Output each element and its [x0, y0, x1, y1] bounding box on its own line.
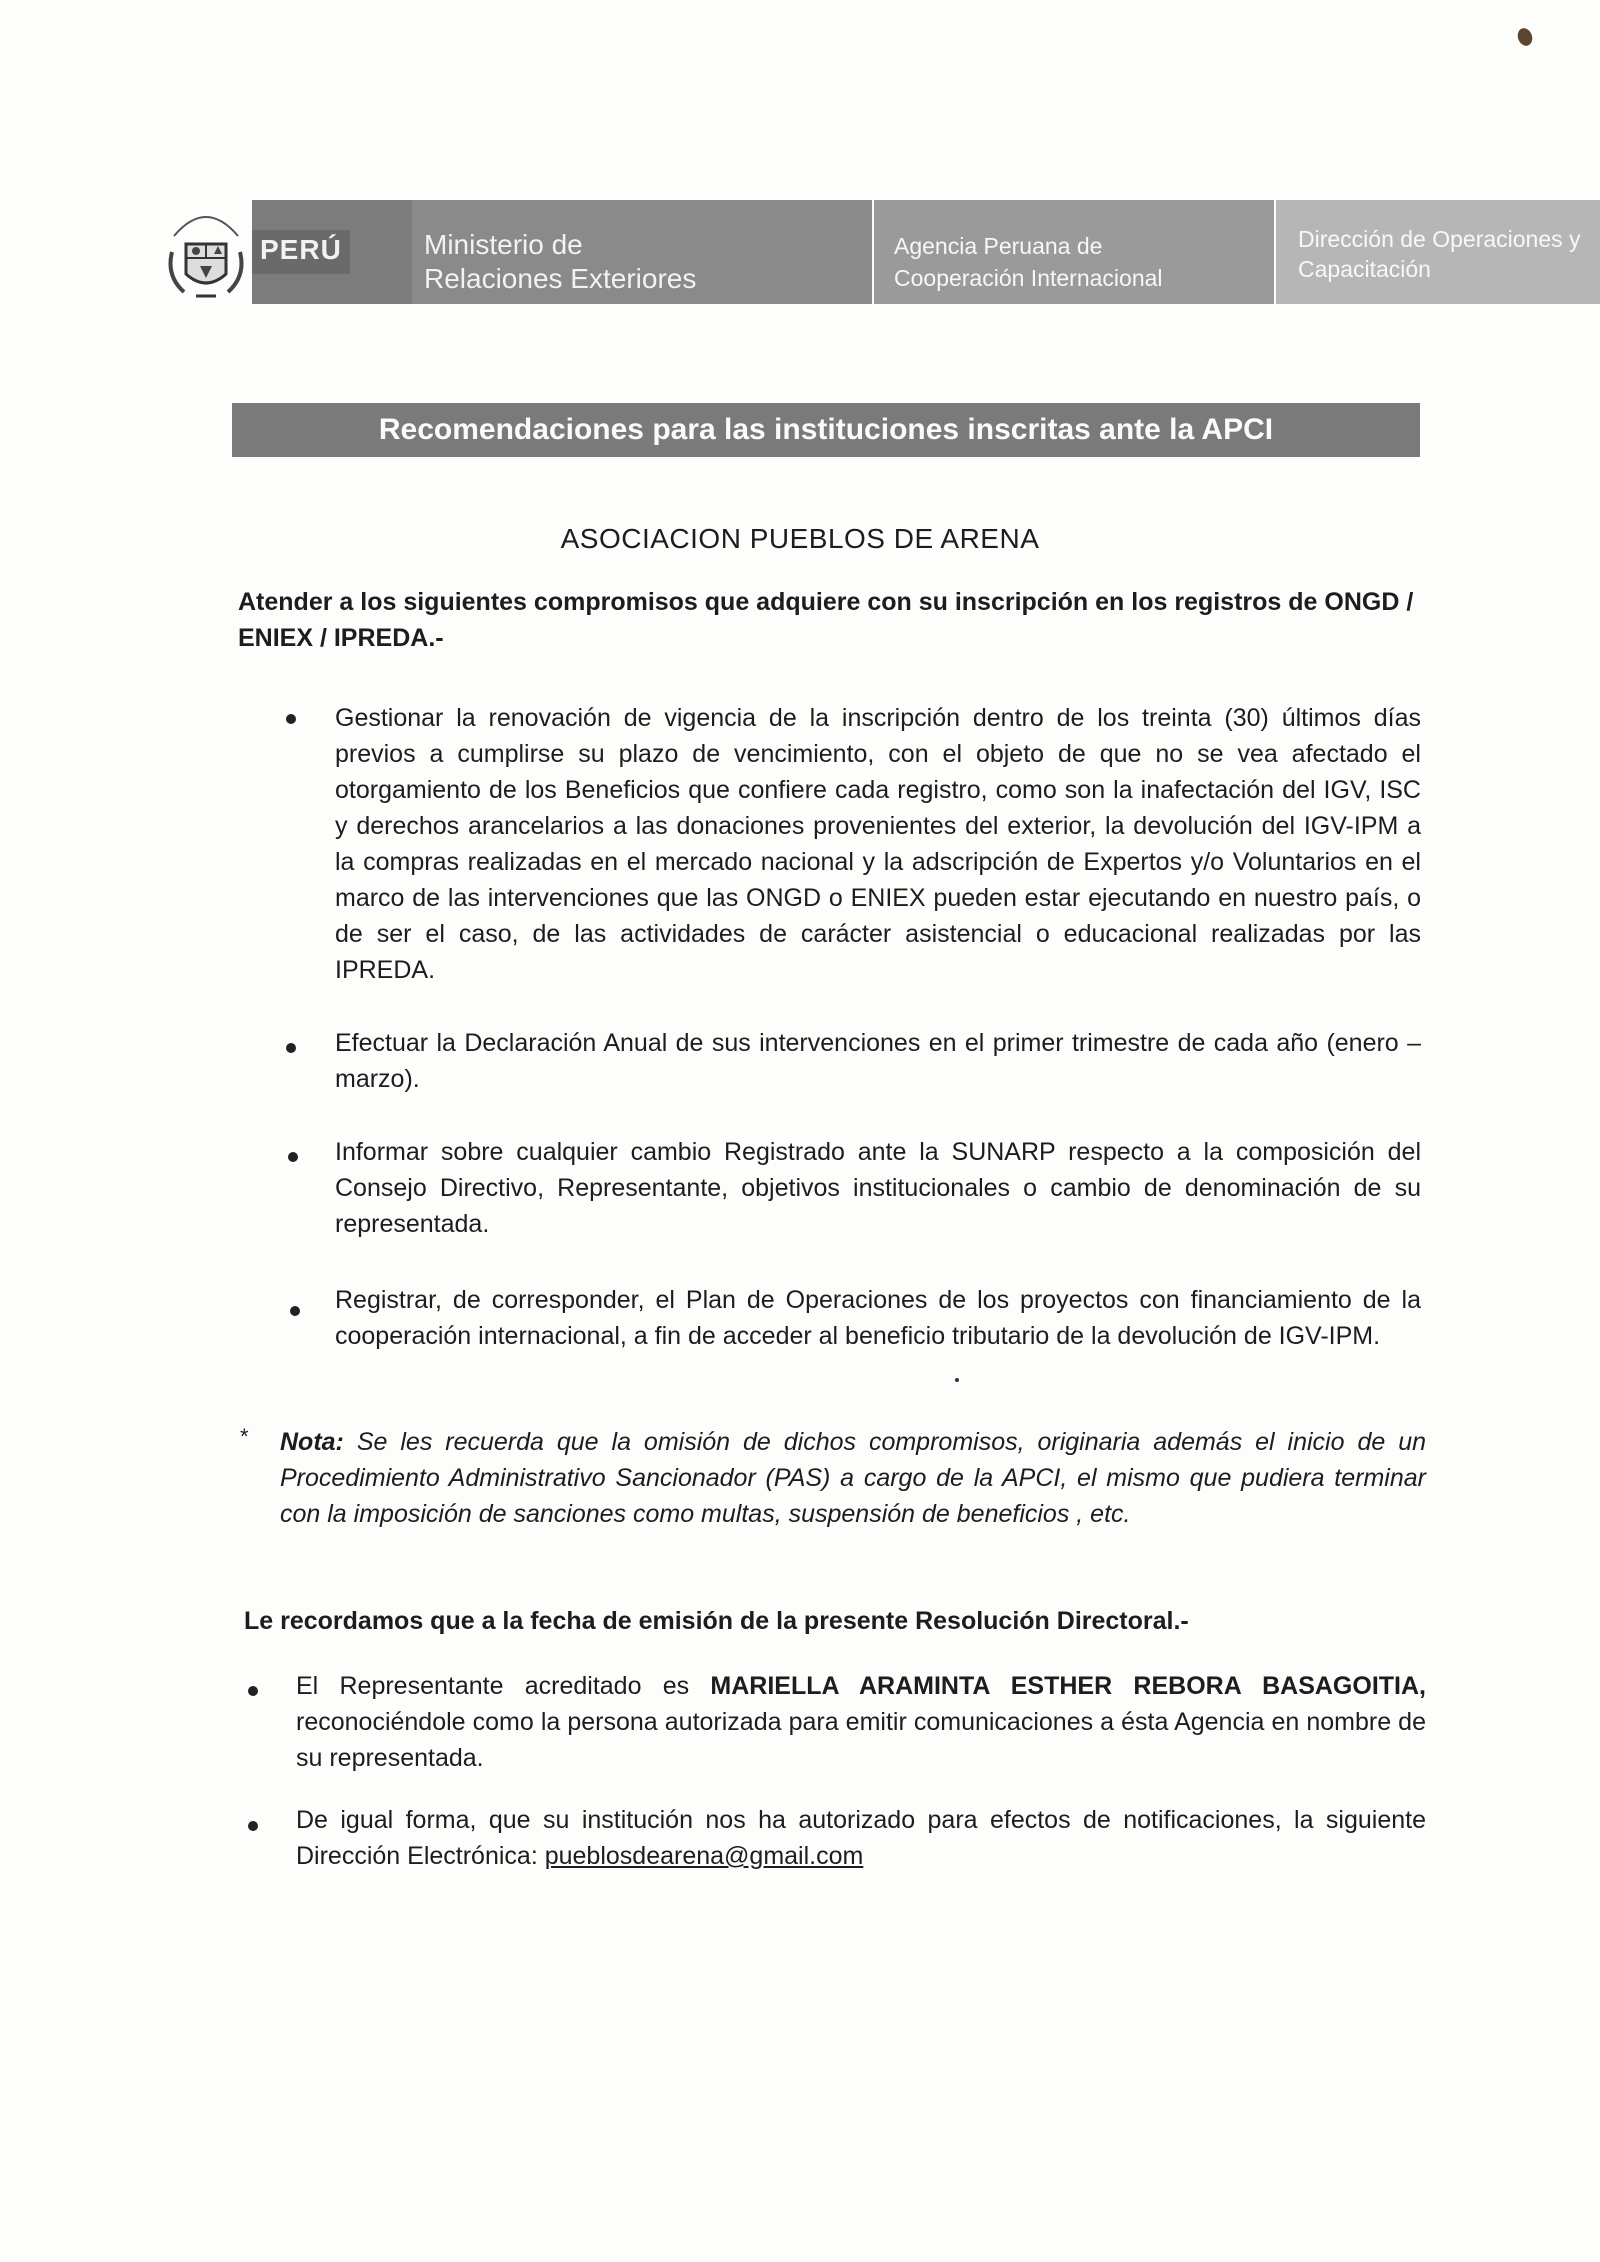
intro-line-2: ENIEX / IPREDA.- [238, 624, 444, 652]
scan-dot [955, 1378, 959, 1382]
intro-line-1: Atender a los siguientes compromisos que adquiere con su inscripción en los registros de ONGD / [238, 588, 1414, 616]
bullet-icon [290, 1306, 300, 1316]
note-label: Nota: [280, 1428, 344, 1456]
commitment-item: Gestionar la renovación de vigencia de la inscripción dentro de los treinta (30) últimos días previos a cumplirse su plazo de vencimiento, con el objeto de que no se vea afectado el otorgamiento de los Beneficios que confiere cada registro, como son la inafectación del IGV, ISC y derechos arancelarios a las donaciones provenientes del exterior, la devolución del IGV-IPM a la compras realizadas en el mercado nacional y la adscripción de Expertos y/o Voluntarios en el marco de las intervenciones que las ONGD o ENIEX pueden estar ejecutando en nuestro país, o de ser el caso, de las actividades de carácter asistencial o educacional realizadas por las IPREDA. [335, 704, 1421, 984]
ministry-block [412, 200, 872, 304]
organization-name: ASOCIACION PUEBLOS DE ARENA [560, 523, 1040, 554]
bullet-icon [286, 1043, 296, 1053]
email-link[interactable]: pueblosdearena@gmail.com [544, 1842, 864, 1870]
representative-item [296, 1668, 1426, 1776]
email-prefix: De igual forma, que su institución nos ha autorizado para efectos de notificaciones, la siguiente Dirección Electrónica: [296, 1806, 1426, 1870]
peru-coat-of-arms-icon [160, 196, 252, 306]
email-item [296, 1802, 1426, 1874]
intro-paragraph [238, 584, 1418, 656]
commitment-item: Registrar, de corresponder, el Plan de Operaciones de los proyectos con financiamiento de la cooperación internacional, a fin de acceder al beneficio tributario de la devolución de IGV-IPM. [335, 1286, 1421, 1350]
representative-name: MARIELLA ARAMINTA ESTHER REBORA BASAGOITIA, [710, 1672, 1426, 1700]
bullet-icon [248, 1686, 258, 1696]
scan-speck [1515, 26, 1534, 48]
bullet-icon [286, 714, 296, 724]
letterhead [160, 196, 1581, 306]
commitment-item: Efectuar la Declaración Anual de sus intervenciones en el primer trimestre de cada año (enero – marzo). [335, 1029, 1421, 1093]
ministry-line-1: Ministerio de [424, 229, 583, 260]
peru-block [252, 200, 412, 304]
note-text: Se les recuerda que la omisión de dichos compromisos, originaria además el inicio de un Procedimiento Administrativo Sancionador (PAS) a cargo de la APCI, el mismo que pudiera terminar con la imposición de sanciones como multas, suspensión de beneficios , etc. [280, 1428, 1426, 1528]
note-asterisk: * [240, 1424, 249, 1449]
representative-suffix: reconociéndole como la persona autorizada para emitir comunicaciones a ésta Agencia en nombre de su representada. [296, 1708, 1426, 1772]
document-title: Recomendaciones para las instituciones inscritas ante la APCI [232, 403, 1420, 457]
direction-line-2: Capacitación [1298, 256, 1431, 282]
peru-label: PERÚ [252, 230, 350, 274]
bullet-icon [288, 1152, 298, 1162]
commitment-item: Informar sobre cualquier cambio Registrado ante la SUNARP respecto a la composición del Consejo Directivo, Representante, objetivos institucionales o cambio de denominación de su representada. [335, 1138, 1421, 1238]
representative-prefix: El Representante acreditado es [296, 1672, 690, 1700]
bullet-icon [248, 1821, 258, 1831]
direction-line-1: Dirección de Operaciones y [1298, 226, 1581, 252]
ministry-line-2: Relaciones Exteriores [424, 263, 697, 294]
agency-line-1: Agencia Peruana de [894, 233, 1103, 259]
agency-line-2: Cooperación Internacional [894, 265, 1163, 291]
note-paragraph [280, 1424, 1426, 1532]
reminder-heading: Le recordamos que a la fecha de emisión de la presente Resolución Directoral.- [244, 1607, 1189, 1635]
direction-block [1276, 200, 1600, 304]
agency-block [874, 200, 1274, 304]
